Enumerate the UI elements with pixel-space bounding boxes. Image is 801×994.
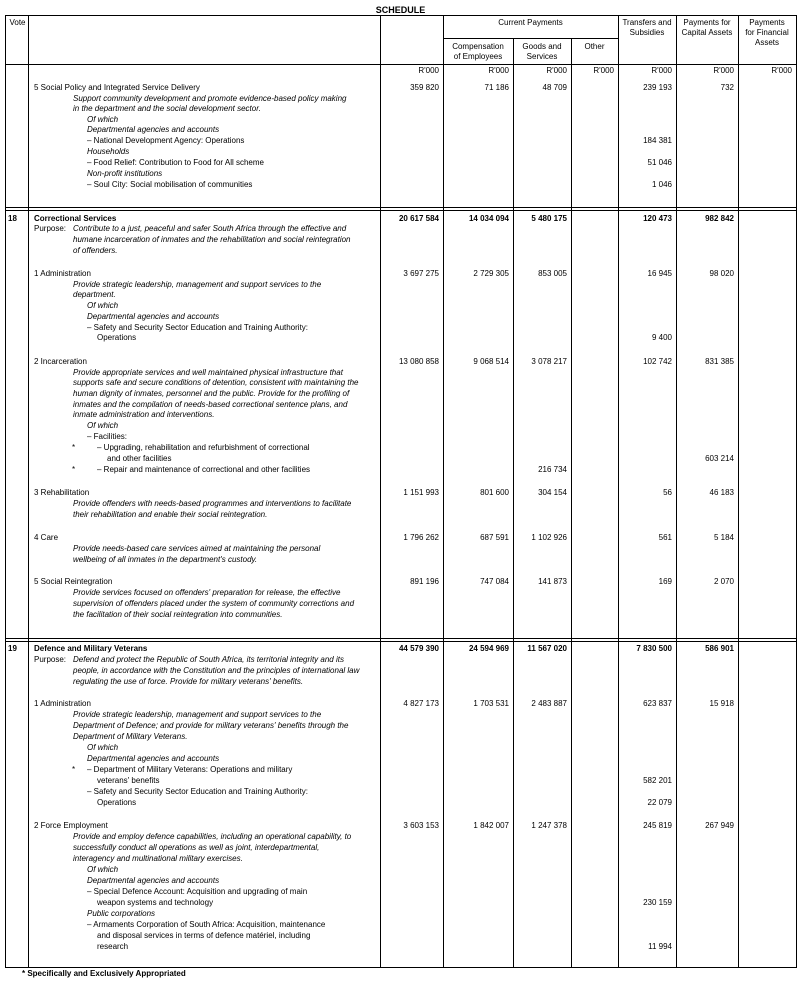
amount-total: 3 603 153 [403,821,439,830]
row-label: Support community development and promote evidence-based policy making [73,94,347,103]
purpose-text: Contribute to a just, peaceful and safer South Africa through the effective and [73,224,347,233]
row-label: department. [73,290,116,299]
amount-trans: 230 159 [643,898,672,907]
row-label: Provide strategic leadership, management and support services to the [73,280,322,289]
row-label: Of which [87,743,119,752]
row-label: – Upgrading, rehabilitation and refurbishment of correctional [97,443,310,452]
amount-comp: 14 034 094 [468,214,509,223]
row-label: Operations [97,333,137,342]
amount-comp: 747 084 [480,577,509,586]
row-label: their rehabilitation and enable their social reintegration. [73,510,268,519]
unit-other: R'000 [593,66,614,75]
amount-goods: 11 567 020 [527,644,567,653]
row-label: 5 Social Reintegration [34,577,113,586]
amount-goods: 141 873 [538,577,567,586]
row-label: supervision of offenders placed under the system of community corrections and [73,599,355,608]
row-label: 4 Care [34,533,59,542]
row-label: Public corporations [87,909,156,918]
row-label: – Safety and Security Sector Education and Training Authority: [87,323,309,332]
row-label: – Special Defence Account: Acquisition and upgrading of main [87,887,308,896]
row-label: Provide strategic leadership, management and support services to the [73,710,322,719]
footnote: * Specifically and Exclusively Appropriated [22,969,186,978]
header-financial-assets: Payments for Financial Assets [745,18,789,47]
row-label: inmate administration and interventions. [73,410,215,419]
amount-trans: 245 819 [643,821,672,830]
row-label: – Department of Military Veterans: Operations and military [87,765,293,774]
row-label: 1 Administration [34,269,91,278]
amount-comp: 24 594 969 [468,644,509,653]
row-label: Of which [87,421,119,430]
amount-total: 891 196 [410,577,439,586]
amount-total: 359 820 [410,83,439,92]
amount-trans: 239 193 [643,83,672,92]
row-label: people, in accordance with the Constitution and the principles of international law [73,666,360,675]
amount-goods: 853 005 [538,269,567,278]
amount-comp: 1 842 007 [473,821,509,830]
row-label: humane incarceration of inmates and the rehabilitation and social reintegration [73,235,351,244]
amount-trans: 51 046 [647,158,672,167]
amount-goods: 2 483 887 [531,699,567,708]
row-label: Non-profit institutions [87,169,163,178]
row-label: 2 Incarceration [34,357,87,366]
schedule-title: SCHEDULE [375,5,426,15]
unit-total: R'000 [418,66,439,75]
amount-comp: 2 729 305 [473,269,509,278]
unit-financial: R'000 [771,66,792,75]
amount-comp: 801 600 [480,488,509,497]
amount-trans: 102 742 [643,357,672,366]
row-label: Provide appropriate services and well maintained physical infrastructure that [73,368,343,377]
row-label: Department of Military Veterans. [73,732,188,741]
amount-cap: 586 901 [705,644,734,653]
row-label: Correctional Services [34,214,117,223]
row-label: Departmental agencies and accounts [87,876,220,885]
row-label: Provide offenders with needs-based programmes and interventions to facilitate [73,499,352,508]
row-label: – National Development Agency: Operations [87,136,245,145]
amount-trans: 120 473 [643,214,672,223]
row-label: Of which [87,301,119,310]
row-label: interagency and multinational military exercises. [73,854,243,863]
amount-goods: 304 154 [538,488,567,497]
unit-goods: R'000 [546,66,567,75]
row-label: the facilitation of their social reintegration into communities. [73,610,283,619]
amount-trans: 9 400 [651,333,672,342]
purpose-text: Defend and protect the Republic of South Africa, its territorial integrity and its [73,655,344,664]
row-label: Provide services focused on offenders' preparation for release, the effective [73,588,341,597]
amount-cap: 982 842 [705,214,734,223]
amount-trans: 11 994 [648,942,672,951]
row-label: – Soul City: Social mobilisation of communities [87,180,253,189]
amount-trans: 16 945 [647,269,672,278]
amount-total: 20 617 584 [398,214,439,223]
amount-goods: 1 247 378 [531,821,567,830]
row-label: – Armaments Corporation of South Africa: Acquisition, maintenance [87,920,326,929]
header-other: Other [584,42,605,51]
row-label: inmates and the compilation of needs-based correctional sentence plans, and [73,400,348,409]
unit-capital: R'000 [713,66,734,75]
row-label: 2 Force Employment [34,821,108,830]
row-label: successfully conduct all operations as well as joint, interdepartmental, [73,843,320,852]
specifically-appropriated-marker: * [72,765,76,774]
row-label: Provide needs-based care services aimed at maintaining the personal [73,544,321,553]
amount-cap: 15 918 [709,699,734,708]
row-label: 1 Administration [34,699,91,708]
amount-trans: 1 046 [651,180,672,189]
vote-number: 18 [8,214,17,223]
header-transfers: Transfers and Subsidies [622,18,672,37]
row-label: – Facilities: [87,432,128,441]
row-label: in the department and the social development sector. [73,104,261,113]
schedule-table [5,15,797,968]
amount-total: 1 151 993 [403,488,439,497]
amount-trans: 22 079 [647,798,672,807]
row-label: Purpose: [34,655,67,664]
row-label: Of which [87,115,119,124]
row-label: – Repair and maintenance of correctional and other facilities [97,465,311,474]
row-label: of offenders. [73,246,118,255]
amount-comp: 687 591 [480,533,509,542]
specifically-appropriated-marker: * [72,465,76,474]
row-label: and disposal services in terms of defence matériel, including [97,931,311,940]
row-label: Provide and employ defence capabilities, including an operational capability, to [73,832,352,841]
row-label: Of which [87,865,119,874]
row-label: Households [87,147,130,156]
amount-cap: 603 214 [705,454,734,463]
amount-trans: 561 [658,533,672,542]
amount-total: 13 080 858 [398,357,439,366]
amount-trans: 623 837 [643,699,672,708]
amount-goods: 5 480 175 [531,214,567,223]
vote-number: 19 [8,644,17,653]
row-label: Operations [97,798,137,807]
amount-cap: 46 183 [709,488,734,497]
row-label: 3 Rehabilitation [34,488,90,497]
unit-transfers: R'000 [651,66,672,75]
amount-comp: 71 186 [484,83,509,92]
row-label: Department of Defence; and provide for military veterans' benefits through the [73,721,349,730]
row-label: regulating the use of force. Provide for military veterans' benefits. [73,677,304,686]
row-label: – Safety and Security Sector Education and Training Authority: [87,787,309,796]
row-label: wellbeing of all inmates in the department's custody. [73,555,258,564]
amount-goods: 3 078 217 [531,357,567,366]
amount-total: 1 796 262 [403,533,439,542]
row-label: and other facilities [107,454,172,463]
amount-comp: 1 703 531 [473,699,509,708]
row-label: weapon systems and technology [97,898,214,907]
amount-cap: 267 949 [705,821,734,830]
amount-trans: 169 [658,577,672,586]
amount-cap: 98 020 [709,269,734,278]
amount-trans: 184 381 [643,136,672,145]
amount-trans: 56 [663,488,672,497]
amount-goods: 48 709 [542,83,567,92]
amount-total: 3 697 275 [403,269,439,278]
row-label: 5 Social Policy and Integrated Service Delivery [34,83,200,92]
row-label: veterans' benefits [97,776,160,785]
header-capital-assets: Payments for Capital Assets [681,18,733,37]
row-label: Departmental agencies and accounts [87,754,220,763]
amount-cap: 2 070 [713,577,734,586]
row-label: Departmental agencies and accounts [87,312,220,321]
specifically-appropriated-marker: * [72,443,76,452]
amount-cap: 831 385 [705,357,734,366]
amount-cap: 5 184 [713,533,734,542]
amount-total: 44 579 390 [398,644,439,653]
header-compensation: Compensation of Employees [452,42,504,61]
amount-cap: 732 [720,83,734,92]
unit-compensation: R'000 [488,66,509,75]
row-label: human dignity of inmates, personnel and the public. Provide for the profiling of [73,389,350,398]
amount-goods: 216 734 [538,465,567,474]
header-goods-services: Goods and Services [522,42,562,61]
row-label: Purpose: [34,224,67,233]
amount-total: 4 827 173 [403,699,439,708]
row-label: Defence and Military Veterans [34,644,148,653]
amount-trans: 582 201 [643,776,672,785]
row-label: – Food Relief: Contribution to Food for All scheme [87,158,264,167]
amount-trans: 7 830 500 [636,644,672,653]
row-label: supports safe and secure conditions of detention, consistent with maintaining the [73,378,359,387]
row-label: research [97,942,129,951]
header-current-payments: Current Payments [498,18,563,27]
amount-goods: 1 102 926 [531,533,567,542]
amount-comp: 9 068 514 [473,357,509,366]
header-vote: Vote [9,18,26,27]
row-label: Departmental agencies and accounts [87,125,220,134]
